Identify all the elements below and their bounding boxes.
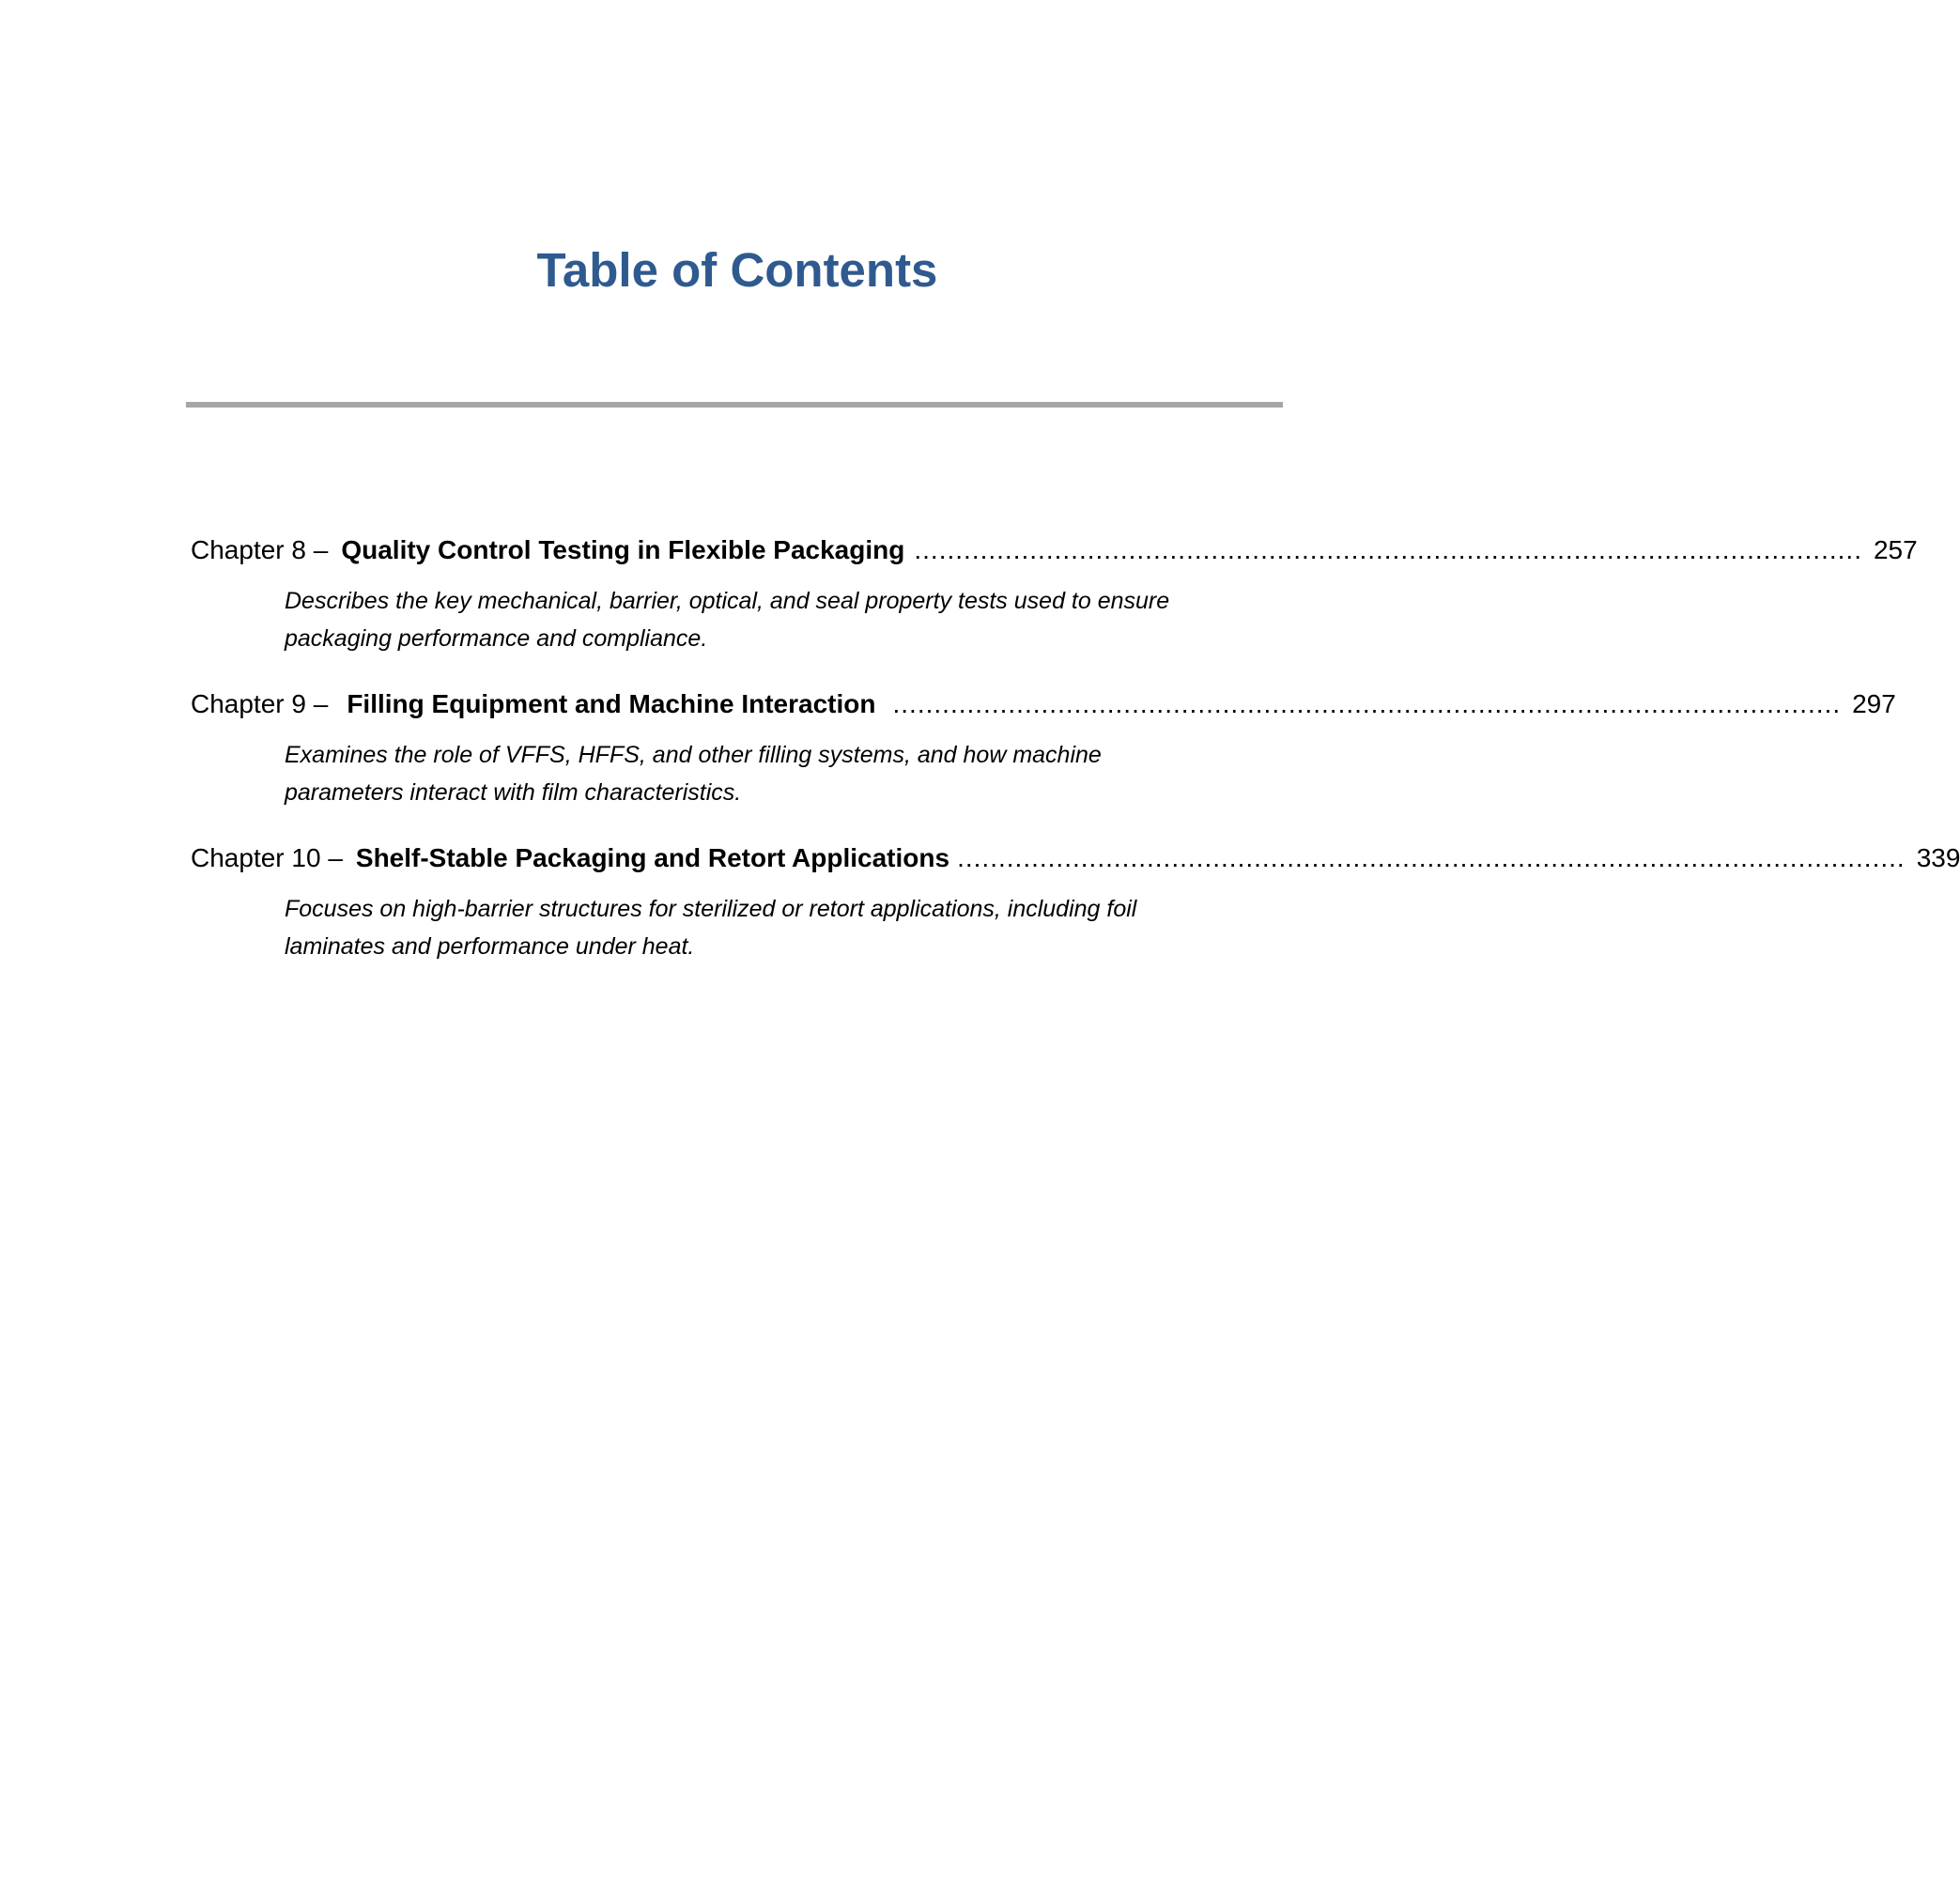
chapter-title: Quality Control Testing in Flexible Packaging — [341, 535, 905, 564]
chapter-description: Focuses on high-barrier structures for sterilized or retort applications, including foil laminates and performance under heat. — [285, 896, 1137, 960]
toc-entry — [191, 535, 1918, 657]
toc-entry-line[interactable] — [191, 689, 1896, 729]
toc-entry-line[interactable] — [191, 843, 1960, 883]
page-number: 339 — [1916, 843, 1960, 872]
page-number: 257 — [1873, 535, 1918, 564]
chapter-description: Describes the key mechanical, barrier, optical, and seal property tests used to ensure packaging performance and compliance. — [285, 588, 1170, 652]
toc-entry — [191, 843, 1960, 965]
dot-leader: ................................................................................................................... — [892, 689, 1842, 718]
toc-entry — [191, 689, 1896, 811]
page-number: 297 — [1852, 689, 1896, 718]
chapter-number: Chapter 10 – — [191, 843, 343, 872]
dot-leader: ................................................................................................................... — [914, 535, 1862, 564]
dot-leader: ................................................................................................................... — [957, 843, 1906, 872]
chapter-description: Examines the role of VFFS, HFFS, and other filling systems, and how machine parameters interact with film characteristics. — [285, 742, 1102, 806]
chapter-title: Shelf-Stable Packaging and Retort Applications — [355, 843, 950, 872]
chapter-number: Chapter 8 – — [191, 535, 329, 564]
page-title: Table of Contents — [536, 243, 938, 297]
chapter-number: Chapter 9 – — [191, 689, 329, 718]
chapter-title: Filling Equipment and Machine Interaction — [347, 689, 876, 718]
title-divider — [186, 402, 1283, 408]
toc-entry-line[interactable] — [191, 535, 1918, 575]
